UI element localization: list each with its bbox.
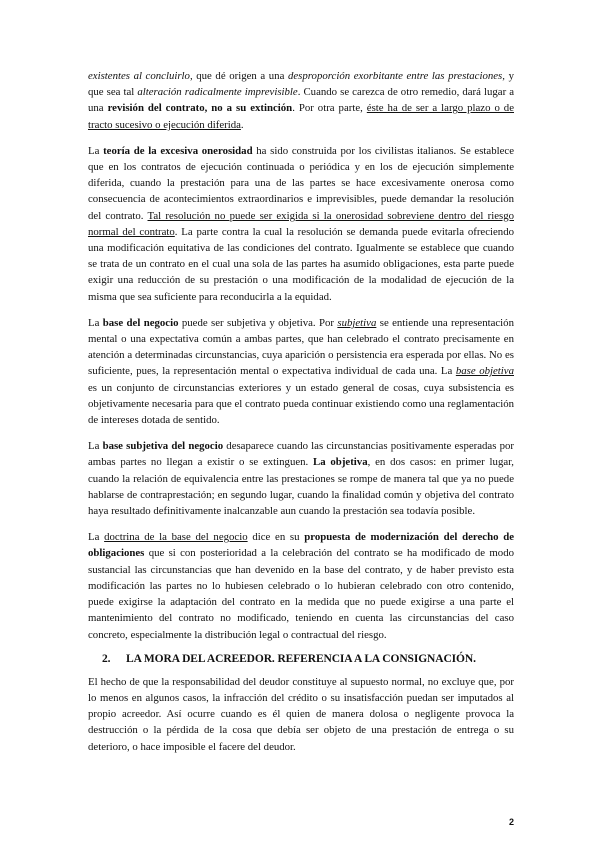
text: ha sido construida por los civilistas italianos. Se establece que en los contratos de ejecución continuada o periódica y en los de ejecución simplemente diferida, cuando la prestación para una de las partes se hace excesivamente onerosa como consecuencia de acontecimientos extraordinarios e imprevisibles, puede demandar la resolución del contrato. xyxy=(88,144,514,222)
section-number: 2. xyxy=(102,652,111,665)
text-italic: existentes al concluirlo, xyxy=(88,70,193,82)
text-bold: revisión del contrato, no a su extinción xyxy=(107,102,293,115)
text: se entiende una representación mental o una expectativa común a ambas partes, que han celebrado el contrato precisamente en atención a determinadas circunstancias, cuya aparición o persistencia era esperada por ellas. No es suficiente, pues, la representación mental o expectativa individual de cada una. La xyxy=(88,316,514,378)
paragraph-4 xyxy=(88,438,514,519)
section-title: LA MORA DEL ACREEDOR. REFERENCIA A LA CONSIGNACIÓN. xyxy=(126,652,476,665)
text: . La parte contra la cual la resolución se demanda puede evitarla ofreciendo una modificación equitativa de las condiciones del contrato. Igualmente se establece que cuando se trata de un contrato en el cual una sola de las partes ha asumido obligaciones, esta parte puede exigir una reducción de su prestación o una modificación de la modalidad de ejecución de la misma que sea suficiente para reconducirla a la equidad. xyxy=(88,225,514,303)
text-italic-underlined: subjetiva xyxy=(337,316,377,329)
text-bold: teoría de la excesiva onerosidad xyxy=(103,144,253,157)
paragraph-6 xyxy=(88,674,514,755)
text-bold: La objetiva xyxy=(313,456,368,469)
text: El hecho de que la responsabilidad del deudor constituye al supuesto normal, no excluye que, por lo menos en algunos casos, la infracción del crédito o su insatisfacción puedan ser imputados al propio acreedor. Así ocurre cuando es él quien de manera dolosa o negligente provoca la destrucción o la pérdida de la cosa que debía ser objeto de una prestación de entrega o su deterioro, o hace imposible el facere del deudor. xyxy=(88,675,514,753)
text: . Por otra parte, xyxy=(292,102,367,115)
text: que dé origen a una xyxy=(192,70,288,82)
paragraph-2 xyxy=(88,143,514,305)
text-italic-underlined: base objetiva xyxy=(455,365,514,378)
text: es un conjunto de circunstancias exteriores y un estado general de cosas, cuya subsistencia es objetivamente necesaria para que el contrato pueda continuar existiendo como una reglamentación de intereses dotada de sentido. xyxy=(88,381,514,427)
text-italic: alteración radicalmente imprevisible xyxy=(137,86,298,99)
text: , en dos casos: en primer lugar, cuando la relación de equivalencia entre las prestaciones se rompe de manera tal que ya no puede hablarse de contraprestación; en segundo lugar, cuando la finalidad común y objetiva del contrato haya resultado definitivamente inalcanzable aun cuando la prestación sea todavía posible. xyxy=(88,456,514,518)
text: . xyxy=(240,118,244,131)
text: desaparece cuando las circunstancias positivamente esperadas por ambas partes no llegan a existir o se extinguen. xyxy=(88,440,514,469)
paragraph-3 xyxy=(88,315,514,428)
text-underlined: doctrina de la base del negocio xyxy=(104,531,248,544)
text: puede ser subjetiva y objetiva. Por xyxy=(178,316,338,329)
text: La xyxy=(88,316,103,329)
paragraph-5 xyxy=(88,529,514,642)
text: La xyxy=(88,440,103,453)
text-italic: desproporción exorbitante entre las prestaciones, xyxy=(287,70,505,82)
text: La xyxy=(88,144,104,157)
document-body xyxy=(88,68,514,765)
text-bold: base subjetiva del negocio xyxy=(102,440,224,453)
section-heading xyxy=(88,653,514,665)
page-number: 2 xyxy=(509,817,515,827)
text-bold: base del negocio xyxy=(102,316,179,329)
text: y que sea tal xyxy=(88,70,514,99)
paragraph-1 xyxy=(88,68,514,133)
text-bold: propuesta de modernización del derecho de obligaciones xyxy=(88,531,514,560)
text-underlined: Tal resolución no puede ser exigida si la onerosidad sobreviene dentro del riesgo normal del contrato xyxy=(88,209,514,238)
text-underlined: éste ha de ser a largo plazo o de tracto sucesivo o ejecución diferida xyxy=(88,102,514,131)
text: . Cuando se carezca de otro remedio, dará lugar a una xyxy=(88,86,515,115)
text: La xyxy=(88,531,105,544)
text: que si con posterioridad a la celebración del contrato se ha modificado de modo sustancial las circunstancias que han devenido en la base del contrato, y de haber previsto esta modificación las partes no lo hubiesen celebrado o lo hubieran celebrado con otro contenido, puede exigirse la adaptación del contrato en la medida que no puede exigirse a una parte el mantenimiento del contrato no modificado, teniendo en cuenta las circunstancias del caso concreto, especialmente la distribución legal o contractual del riesgo. xyxy=(88,547,514,641)
text: dice en su xyxy=(247,531,305,544)
